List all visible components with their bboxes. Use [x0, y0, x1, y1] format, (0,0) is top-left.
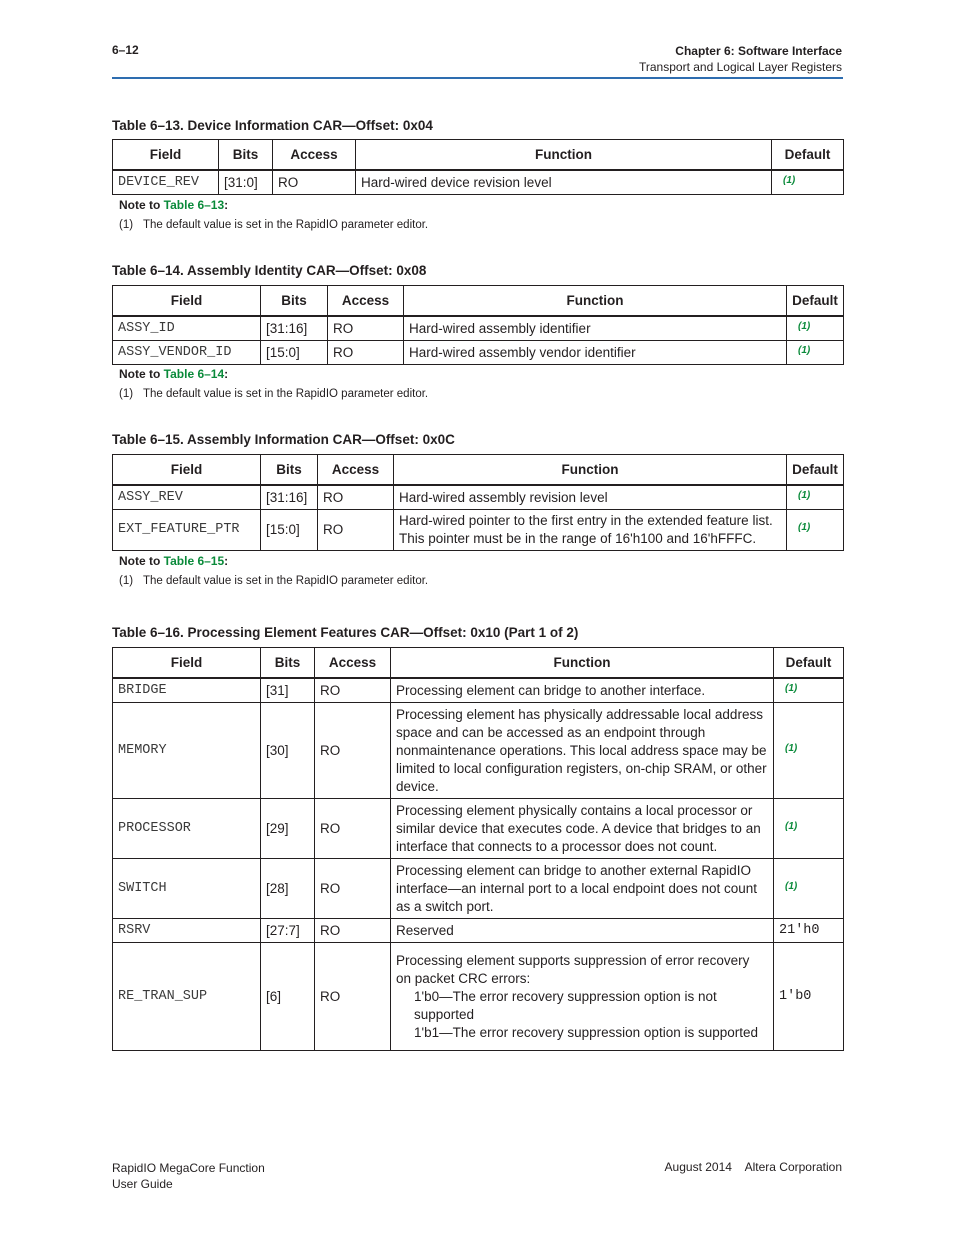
col-default-header: Default	[787, 286, 844, 317]
field-cell: ASSY_VENDOR_ID	[113, 341, 261, 365]
access-cell: RO	[315, 703, 391, 799]
col-function-header: Function	[391, 648, 774, 679]
footnote-link[interactable]: (1)	[785, 880, 798, 892]
table-row	[113, 170, 844, 195]
access-cell: RO	[328, 341, 404, 365]
field-cell: BRIDGE	[113, 678, 261, 703]
bits-cell: [15:0]	[261, 510, 318, 551]
bits-cell: [30]	[261, 703, 315, 799]
table15-caption: Table 6–15. Assembly Information CAR—Offset: 0x0C	[112, 432, 455, 447]
col-default-header: Default	[787, 455, 844, 486]
default-cell: 21'h0	[774, 919, 844, 943]
table-row	[113, 799, 844, 859]
footer-right: August 2014 Altera Corporation	[664, 1160, 842, 1174]
default-cell	[774, 678, 844, 703]
footnote-link[interactable]: (1)	[798, 344, 811, 356]
col-access-header: Access	[328, 286, 404, 317]
table13-footnote: (1) The default value is set in the RapidIO parameter editor.	[119, 219, 429, 231]
header-rule	[112, 77, 843, 79]
field-cell: ASSY_ID	[113, 316, 261, 341]
footnote-link[interactable]: (1)	[785, 820, 798, 832]
field-cell: EXT_FEATURE_PTR	[113, 510, 261, 551]
function-cell: Processing element has physically addressable local address space and can be accessed as an endpoint through nonmaintenance operations. This local address space may be limited to local configuration registers, on-chip SRAM, or other device.	[391, 703, 774, 799]
running-header	[639, 43, 842, 75]
col-access-header: Access	[273, 140, 356, 171]
footnote-link[interactable]: (1)	[798, 320, 811, 332]
page-number: 6–12	[112, 43, 139, 57]
col-access-header: Access	[315, 648, 391, 679]
table-row	[113, 943, 844, 1051]
access-cell: RO	[273, 170, 356, 195]
table-row	[113, 919, 844, 943]
col-function-header: Function	[356, 140, 772, 171]
table15-link[interactable]: Table 6–15	[163, 554, 225, 568]
field-cell: RE_TRAN_SUP	[113, 943, 261, 1051]
table-row	[113, 341, 844, 365]
function-cell: Hard-wired pointer to the first entry in the extended feature list. This pointer must be in the range of 16'h100 and 16'hFFFC.	[394, 510, 787, 551]
section-title: Transport and Logical Layer Registers	[639, 60, 842, 74]
access-cell: RO	[315, 859, 391, 919]
function-cell: Hard-wired assembly vendor identifier	[404, 341, 787, 365]
default-cell	[787, 341, 844, 365]
table-row	[113, 678, 844, 703]
table13-link[interactable]: Table 6–13	[163, 198, 225, 212]
footnote-link[interactable]: (1)	[783, 174, 796, 186]
col-function-header: Function	[394, 455, 787, 486]
field-cell: DEVICE_REV	[113, 170, 219, 195]
col-function-header: Function	[404, 286, 787, 317]
col-bits-header: Bits	[261, 455, 318, 486]
footnote-link[interactable]: (1)	[798, 522, 811, 533]
table-row	[113, 485, 844, 510]
table-row	[113, 859, 844, 919]
field-cell: MEMORY	[113, 703, 261, 799]
col-field-header: Field	[113, 648, 261, 679]
default-cell	[774, 799, 844, 859]
table13-caption: Table 6–13. Device Information CAR—Offset: 0x04	[112, 118, 433, 133]
chapter-title: Chapter 6: Software Interface	[675, 44, 842, 58]
table-row	[113, 316, 844, 341]
table14-note: Note to Table 6–14:	[119, 367, 229, 381]
col-access-header: Access	[318, 455, 394, 486]
function-cell: Reserved	[391, 919, 774, 943]
option-b0: 1'b0—The error recovery suppression option is not supported	[414, 988, 717, 1022]
footer-left	[112, 1160, 265, 1192]
col-bits-header: Bits	[261, 648, 315, 679]
function-cell: Hard-wired device revision level	[356, 170, 772, 195]
function-cell: Hard-wired assembly identifier	[404, 316, 787, 341]
table14-link[interactable]: Table 6–14	[163, 367, 225, 381]
col-default-header: Default	[774, 648, 844, 679]
bits-cell: [31:0]	[219, 170, 273, 195]
bits-cell: [31:16]	[261, 485, 318, 510]
function-cell	[391, 943, 774, 1051]
footnote-link[interactable]: (1)	[785, 742, 798, 754]
field-cell: PROCESSOR	[113, 799, 261, 859]
field-cell: RSRV	[113, 919, 261, 943]
function-cell: Processing element can bridge to another interface.	[391, 678, 774, 703]
field-cell: ASSY_REV	[113, 485, 261, 510]
access-cell: RO	[315, 799, 391, 859]
product-name: RapidIO MegaCore Function	[112, 1161, 265, 1175]
function-cell: Processing element physically contains a local processor or similar device that executes code. A device that bridges to an interface that connects to a processor does not count.	[391, 799, 774, 859]
default-cell: 1'b0	[774, 943, 844, 1051]
access-cell: RO	[318, 510, 394, 551]
footnote-link[interactable]: (1)	[785, 682, 798, 694]
function-cell: Hard-wired assembly revision level	[394, 485, 787, 510]
table14-footnote: (1) The default value is set in the RapidIO parameter editor.	[119, 388, 429, 400]
default-cell	[787, 316, 844, 341]
bits-cell: [6]	[261, 943, 315, 1051]
table15-note: Note to Table 6–15:	[119, 554, 229, 568]
field-cell: SWITCH	[113, 859, 261, 919]
access-cell: RO	[315, 943, 391, 1051]
table16	[112, 647, 844, 1051]
col-field-header: Field	[113, 140, 219, 171]
default-cell	[787, 485, 844, 510]
col-bits-header: Bits	[261, 286, 328, 317]
col-bits-header: Bits	[219, 140, 273, 171]
default-cell	[774, 703, 844, 799]
table15	[112, 454, 844, 551]
col-default-header: Default	[772, 140, 844, 171]
access-cell: RO	[318, 485, 394, 510]
table13	[112, 139, 844, 195]
option-b1: 1'b1—The error recovery suppression option is supported	[414, 1024, 759, 1040]
table13-note: Note to Table 6–13:	[119, 198, 229, 212]
default-cell	[774, 859, 844, 919]
table-row	[113, 510, 844, 551]
table16-caption: Table 6–16. Processing Element Features CAR—Offset: 0x10 (Part 1 of 2)	[112, 625, 579, 640]
doc-type: User Guide	[112, 1177, 173, 1191]
bits-cell: [31]	[261, 678, 315, 703]
bits-cell: [31:16]	[261, 316, 328, 341]
bits-cell: [27:7]	[261, 919, 315, 943]
col-field-header: Field	[113, 286, 261, 317]
bits-cell: [15:0]	[261, 341, 328, 365]
table-row	[113, 703, 844, 799]
access-cell: RO	[315, 678, 391, 703]
access-cell: RO	[315, 919, 391, 943]
table15-footnote: (1) The default value is set in the RapidIO parameter editor.	[119, 575, 429, 587]
function-cell: Processing element can bridge to another external RapidIO interface—an internal port to a local endpoint does not count as a switch port.	[391, 859, 774, 919]
default-cell	[772, 170, 844, 195]
table14-caption: Table 6–14. Assembly Identity CAR—Offset: 0x08	[112, 263, 427, 278]
function-text: Processing element supports suppression of error recovery on packet CRC errors:	[396, 952, 750, 986]
default-cell	[787, 510, 844, 551]
bits-cell: [28]	[261, 859, 315, 919]
footnote-link[interactable]: (1)	[798, 489, 811, 501]
col-field-header: Field	[113, 455, 261, 486]
access-cell: RO	[328, 316, 404, 341]
table14	[112, 285, 844, 365]
bits-cell: [29]	[261, 799, 315, 859]
